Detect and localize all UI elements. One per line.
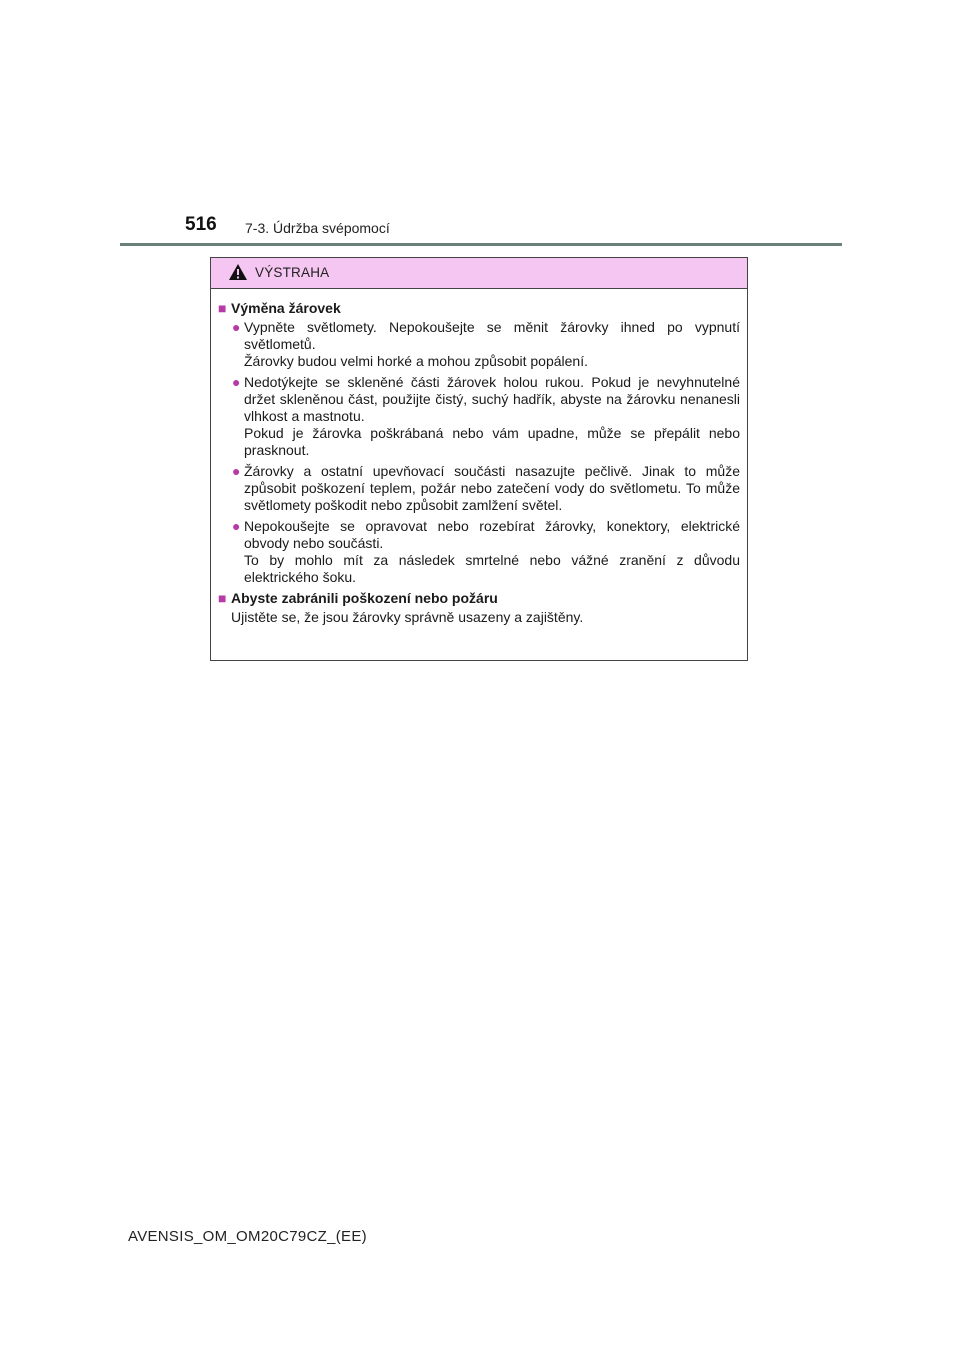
warning-body: [211, 289, 747, 626]
circle-bullet-icon: ●: [232, 374, 241, 390]
section-heading: ■ Abyste zabránili poškození nebo požáru: [218, 590, 498, 606]
circle-bullet-icon: ●: [232, 463, 241, 479]
bullet-text: Vypněte světlomety. Nepokoušejte se měnit žárovky ihned po vypnutí světlometů.: [244, 319, 740, 352]
section-heading: ■ Výměna žárovek: [218, 300, 341, 316]
warning-header: [211, 258, 747, 289]
page-number: 516: [185, 214, 217, 235]
warning-box: [210, 257, 748, 661]
warning-title: VÝSTRAHA: [255, 265, 330, 280]
section-text: Ujistěte se, že jsou žárovky správně usazeny a zajištěny.: [231, 609, 584, 625]
list-item: [218, 518, 740, 586]
bullet-text: To by mohlo mít za následek smrtelné nebo vážné zranění z důvodu elektrického šoku.: [244, 552, 740, 585]
list-item: [218, 374, 740, 459]
document-code: AVENSIS_OM_OM20C79CZ_(EE): [128, 1228, 367, 1245]
square-bullet-icon: ■: [218, 300, 227, 316]
circle-bullet-icon: ●: [232, 518, 241, 534]
bullet-text: Pokud je žárovka poškrábaná nebo vám upadne, může se přepálit nebo prasknout.: [244, 425, 740, 458]
bullet-text: Nepokoušejte se opravovat nebo rozebírat žárovky, konektory, elektrické obvody nebo součásti.: [244, 518, 740, 551]
list-item: [218, 319, 740, 370]
bullet-text: Žárovky budou velmi horké a mohou způsobit popálení.: [244, 353, 588, 369]
section-title: 7-3. Údržba svépomocí: [245, 220, 390, 236]
circle-bullet-icon: ●: [232, 319, 241, 335]
warning-triangle-icon: [228, 263, 248, 281]
header-rule: [120, 243, 842, 246]
bullet-text: Žárovky a ostatní upevňovací součásti nasazujte pečlivě. Jinak to může způsobit poškození teplem, požár nebo zatečení vody do světlometu. To může světlomety poškodit nebo způsobit zamlžení světel.: [244, 463, 740, 513]
square-bullet-icon: ■: [218, 590, 227, 606]
list-item: [218, 463, 740, 514]
bullet-text: Nedotýkejte se skleněné části žárovek holou rukou. Pokud je nevyhnutelné držet skleněnou část, použijte čistý, suchý hadřík, abyste na žárovku nenanesli vlhkost a mastnotu.: [244, 374, 740, 424]
